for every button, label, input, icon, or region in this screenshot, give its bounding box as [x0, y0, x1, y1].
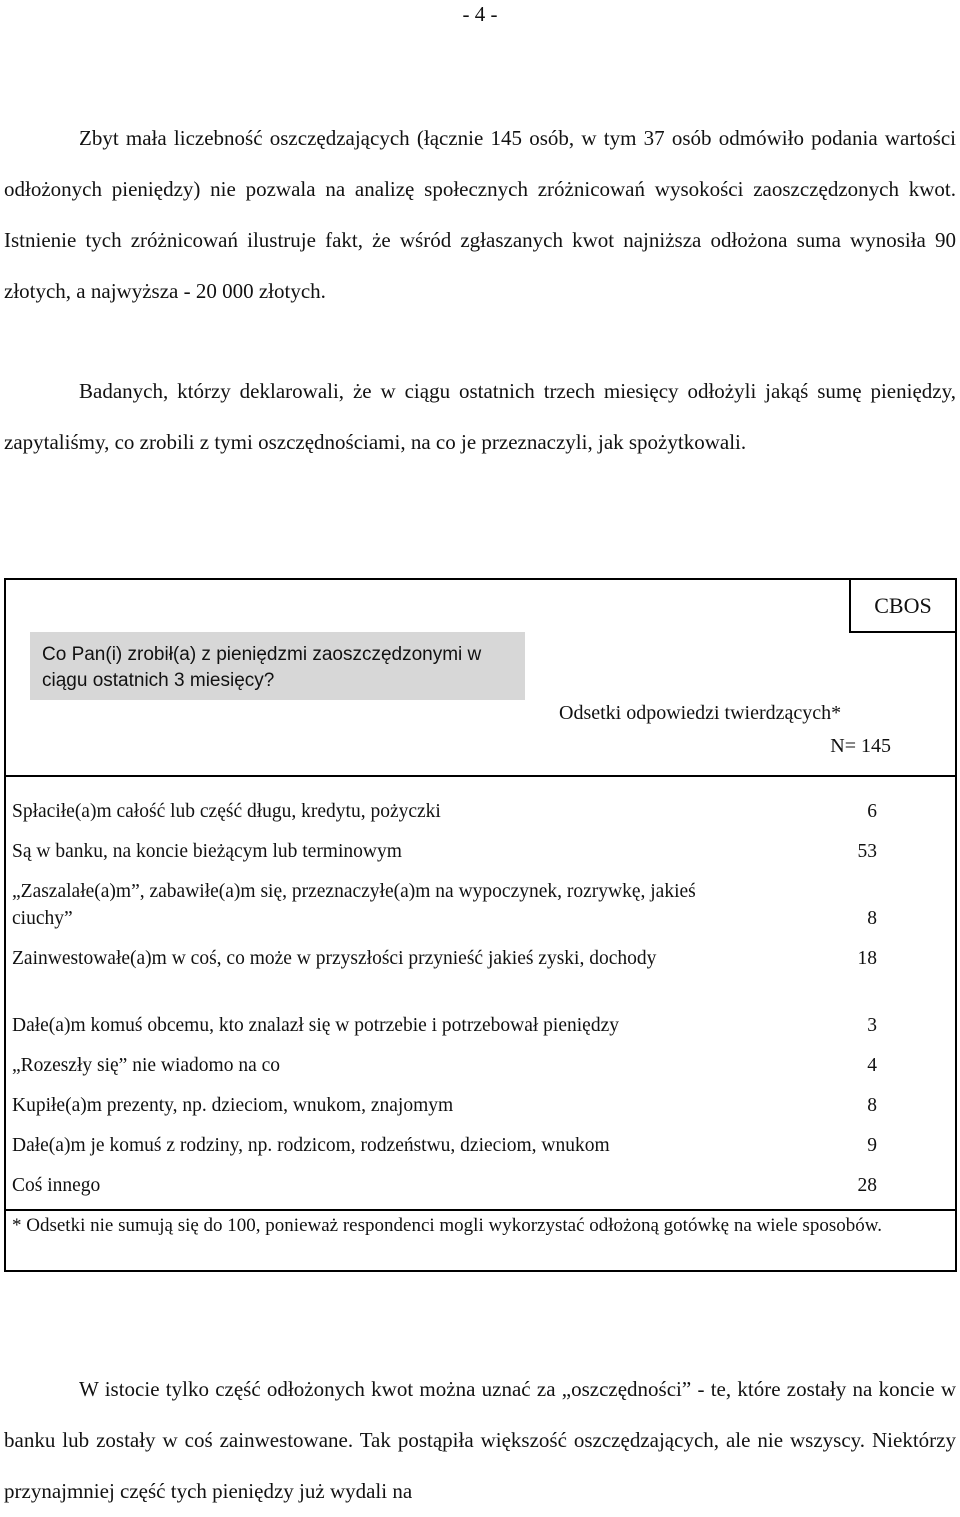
footnote: * Odsetki nie sumują się do 100, ponieważ respondenci mogli wykorzystać odłożoną gotówkę na wiele sposobów. — [12, 1215, 882, 1236]
column-header: Odsetki odpowiedzi twierdzących* — [559, 702, 842, 724]
paragraph-intro: Zbyt mała liczebność oszczędzających (łącznie 145 osób, w tym 37 osób odmówiło podania wartości odłożonych pieniędzy) nie pozwala na analizę społecznych zróżnicowań wysokości zaoszczędzonych kwot. Istnienie tych zróżnicowań ilustruje fakt, że wśród zgłaszanych kwot najniższa odłożona suma wynosiła 90 złotych, a najwyższa - 20 000 złotych. — [4, 126, 956, 303]
page-number: - 4 - — [462, 2, 498, 26]
row-label: Są w banku, na koncie bieżącym lub terminowym — [12, 841, 402, 862]
row-value: 8 — [867, 1095, 877, 1116]
table-row — [12, 945, 877, 972]
row-label: Coś innego — [12, 1175, 101, 1196]
row-label: Zainwestowałe(a)m w coś, co może w przyszłości przynieść jakieś zyski, dochody — [12, 948, 657, 969]
table-row — [12, 1092, 877, 1119]
row-label: Dałe(a)m komuś obcemu, kto znalazł się w potrzebie i potrzebował pieniędzy — [12, 1015, 619, 1036]
row-value: 9 — [867, 1135, 877, 1156]
table-row — [12, 1172, 877, 1199]
table-row — [12, 878, 877, 932]
row-value: 4 — [867, 1055, 877, 1076]
table-row — [12, 1052, 877, 1079]
paragraph-question-context: Badanych, którzy deklarowali, że w ciągu ostatnich trzech miesięcy odłożyli jakąś sumę pieniędzy, zapytaliśmy, co zrobili z tymi oszczędnościami, na co je przeznaczyli, jak spożytkowali. — [4, 379, 956, 454]
header-divider — [6, 775, 955, 777]
row-label: Dałe(a)m je komuś z rodziny, np. rodzicom, rodzeństwu, dzieciom, wnukom — [12, 1135, 610, 1156]
row-value: 6 — [867, 801, 877, 822]
table-row — [12, 1012, 877, 1039]
row-value: 18 — [857, 948, 877, 969]
footnote-divider — [6, 1209, 955, 1211]
row-label: „Zaszalałe(a)m”, zabawiłe(a)m się, przeznaczyłe(a)m na wypoczynek, rozrywkę, jakieś ciuchy” — [12, 881, 696, 929]
paragraph-conclusion: W istocie tylko część odłożonych kwot można uznać za „oszczędności” - te, które zostały na koncie w banku lub zostały w coś zainwestowane. Tak postąpiła większość oszczędzających, ale nie wszyscy. Niektórzy przynajmniej część tych pieniędzy już wydali na — [4, 1377, 956, 1503]
row-value: 28 — [857, 1175, 877, 1196]
source-label: CBOS — [849, 578, 957, 633]
table-row — [12, 798, 877, 825]
question-box: Co Pan(i) zrobił(a) z pieniędzmi zaoszczędzonymi w ciągu ostatnich 3 miesięcy? — [30, 632, 525, 700]
row-label: Spłaciłe(a)m całość lub część długu, kredytu, pożyczki — [12, 801, 441, 822]
row-label: „Rozeszły się” nie wiadomo na co — [12, 1055, 281, 1076]
row-value: 8 — [867, 908, 877, 929]
row-value: 3 — [867, 1015, 877, 1036]
sample-size: N= 145 — [830, 735, 891, 757]
row-label: Kupiłe(a)m prezenty, np. dzieciom, wnukom, znajomym — [12, 1095, 454, 1116]
table-row — [12, 838, 877, 865]
row-value: 53 — [857, 841, 877, 862]
survey-table — [4, 578, 957, 1272]
table-row — [12, 1132, 877, 1159]
